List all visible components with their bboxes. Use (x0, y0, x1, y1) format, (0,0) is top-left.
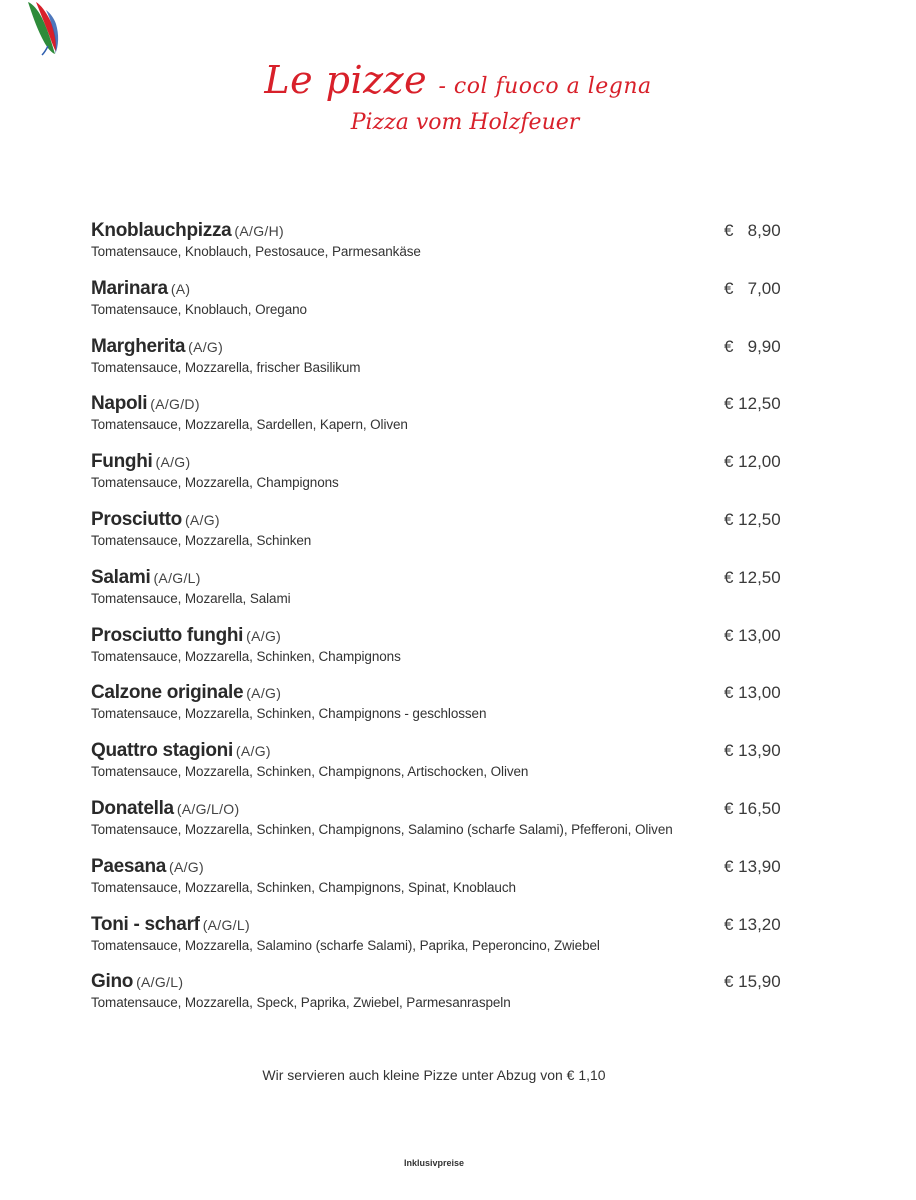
item-description: Tomatensauce, Mozzarella, Schinken (91, 532, 312, 548)
item-price: € 12,00 (724, 452, 781, 472)
item-description: Tomatensauce, Mozzarella, Sardellen, Kapern, Oliven (91, 417, 408, 433)
item-description: Tomatensauce, Mozzarella, frischer Basilikum (91, 359, 361, 375)
menu-item (91, 913, 781, 971)
menu-item (91, 335, 781, 393)
item-description: Tomatensauce, Knoblauch, Oregano (91, 301, 307, 317)
item-allergens: (A) (170, 280, 191, 297)
item-price: € 8,90 (724, 221, 781, 240)
menu-item (91, 624, 781, 682)
item-price: € 13,00 (724, 625, 781, 645)
item-allergens: (A/G) (155, 454, 191, 471)
item-price: € 12,50 (724, 394, 781, 414)
item-name: Marinara (91, 277, 168, 299)
item-name: Salami (91, 566, 151, 588)
item-allergens: (A/G/L) (136, 974, 184, 991)
item-price: € 9,90 (724, 336, 781, 356)
item-description: Tomatensauce, Mozzarella, Salamino (scharfe Salami), Paprika, Peperoncino, Zwiebel (91, 937, 600, 953)
item-description: Tomatensauce, Mozzarella, Schinken, Champignons, Spinat, Knoblauch (91, 879, 516, 895)
item-price: € 12,50 (724, 509, 781, 529)
item-allergens: (A/G/L) (202, 916, 250, 933)
menu-item (91, 277, 781, 335)
item-allergens: (A/G) (184, 511, 220, 528)
title-main: Le pizze (264, 58, 428, 102)
subtitle: Pizza vom Holzfeuer (350, 110, 580, 135)
item-price: € 13,90 (724, 856, 781, 876)
item-name: Calzone originale (91, 682, 244, 704)
item-description: Tomatensauce, Mozzarella, Schinken, Champignons (91, 648, 401, 664)
item-name: Donatella (91, 797, 174, 819)
item-name: Prosciutto (91, 508, 182, 530)
item-allergens: (A/G) (169, 858, 204, 875)
item-name: Paesana (91, 855, 167, 877)
menu-item (91, 392, 781, 450)
item-allergens: (A/G) (246, 627, 282, 644)
item-price: € 13,90 (724, 741, 781, 761)
item-name: Gino (91, 971, 134, 993)
item-price: € 16,50 (724, 798, 781, 818)
menu-item (91, 219, 781, 277)
item-price: € 13,20 (724, 914, 781, 934)
item-name: Margherita (91, 335, 186, 357)
menu-item (91, 739, 781, 797)
menu-item (91, 566, 781, 624)
item-description: Tomatensauce, Mozarella, Salami (91, 590, 291, 606)
item-allergens: (A/G/D) (150, 396, 200, 413)
footer-note: Inklusivpreise (403, 1158, 465, 1168)
menu-item (91, 970, 781, 1028)
item-description: Tomatensauce, Mozzarella, Schinken, Champignons, Artischocken, Oliven (91, 764, 529, 780)
item-name: Toni - scharf (91, 913, 200, 935)
item-name: Funghi (91, 451, 153, 473)
item-price: € 13,00 (724, 683, 781, 703)
menu-item (91, 450, 781, 508)
item-description: Tomatensauce, Knoblauch, Pestosauce, Parmesankäse (91, 244, 421, 259)
pizza-menu-list (91, 219, 781, 1028)
title-secondary: - col fuoco a legna (438, 74, 652, 99)
item-description: Tomatensauce, Mozzarella, Speck, Paprika, Zwiebel, Parmesanraspeln (91, 995, 511, 1011)
item-allergens: (A/G/L) (153, 569, 201, 586)
menu-item (91, 855, 781, 913)
item-name: Quattro stagioni (91, 740, 233, 762)
item-price: € 15,90 (724, 972, 781, 992)
item-name: Prosciutto funghi (91, 624, 244, 646)
small-pizza-note: Wir servieren auch kleine Pizze unter Abzug von € 1,10 (262, 1067, 606, 1083)
item-allergens: (A/G/H) (234, 223, 284, 239)
menu-item (91, 508, 781, 566)
item-name: Napoli (91, 393, 148, 415)
item-description: Tomatensauce, Mozzarella, Schinken, Champignons - geschlossen (91, 706, 487, 722)
item-price: € 7,00 (724, 278, 781, 298)
item-allergens: (A/G) (188, 338, 224, 355)
item-price: € 12,50 (724, 567, 781, 587)
item-name: Knoblauchpizza (91, 220, 232, 241)
menu-item (91, 681, 781, 739)
item-allergens: (A/G/L/O) (176, 800, 240, 817)
item-description: Tomatensauce, Mozzarella, Champignons (91, 475, 339, 491)
item-allergens: (A/G) (246, 685, 282, 702)
menu-title (0, 58, 916, 137)
chili-pepper-icon (22, 0, 62, 60)
item-allergens: (A/G) (235, 743, 271, 760)
item-description: Tomatensauce, Mozzarella, Schinken, Champignons, Salamino (scharfe Salami), Pfefferoni, Oliven (91, 821, 673, 837)
menu-item (91, 797, 781, 855)
